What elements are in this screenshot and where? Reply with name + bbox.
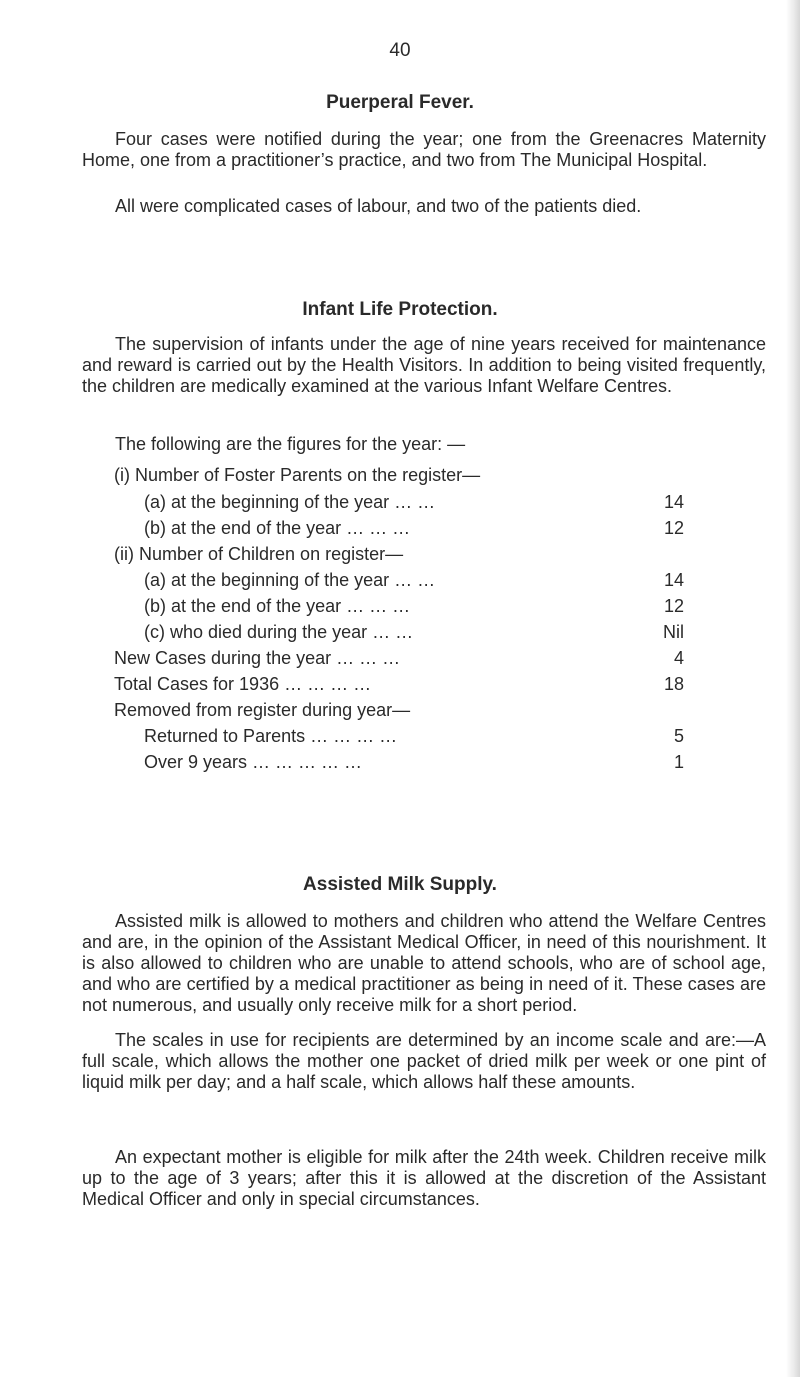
row-label: Removed from register during year— bbox=[114, 700, 411, 720]
table-row bbox=[114, 568, 684, 592]
table-row bbox=[114, 646, 684, 670]
infant-life-protection-heading: Infant Life Protection. bbox=[302, 299, 498, 320]
figures-intro: The following are the figures for the year: — bbox=[115, 434, 466, 454]
assisted-milk-paragraph-2: The scales in use for recipients are determined by an income scale and are:—A full scale, which allows the mother one packet of dried milk per week or one pint of liquid milk per day; and a half scale, which allows half these amounts. bbox=[82, 1030, 766, 1092]
row-label: New Cases during the year … … … bbox=[114, 648, 401, 668]
table-row bbox=[114, 698, 684, 722]
assisted-milk-paragraph-3: An expectant mother is eligible for milk after the 24th week. Children receive milk up to the age of 3 years; after this it is allowed at the discretion of the Assistant Medical Officer and only in special circumstances. bbox=[82, 1147, 766, 1209]
puerperal-fever-paragraph-2: All were complicated cases of labour, and two of the patients died. bbox=[115, 196, 642, 216]
table-row bbox=[114, 516, 684, 540]
row-label: (i) Number of Foster Parents on the register— bbox=[114, 465, 481, 485]
row-value: 4 bbox=[673, 648, 684, 668]
row-value: 1 bbox=[673, 752, 684, 772]
row-value: 12 bbox=[663, 596, 684, 616]
row-label: Total Cases for 1936 … … … … bbox=[114, 674, 372, 694]
row-label: (b) at the end of the year … … … bbox=[144, 518, 411, 538]
row-value: Nil bbox=[663, 622, 684, 642]
row-value: 18 bbox=[663, 674, 684, 694]
table-row bbox=[114, 750, 684, 774]
table-row bbox=[114, 594, 684, 618]
page-edge-shadow bbox=[786, 0, 800, 1377]
infant-life-protection-paragraph: The supervision of infants under the age of nine years received for maintenance and reward is carried out by the Health Visitors. In addition to being visited frequently, the children are medically examined at the various Infant Welfare Centres. bbox=[82, 334, 766, 396]
row-label: (b) at the end of the year … … … bbox=[144, 596, 411, 616]
row-value: 12 bbox=[663, 518, 684, 538]
row-label: (a) at the beginning of the year … … bbox=[144, 492, 436, 512]
row-label: (c) who died during the year … … bbox=[144, 622, 414, 642]
assisted-milk-supply-heading: Assisted Milk Supply. bbox=[303, 874, 497, 895]
puerperal-fever-paragraph-1: Four cases were notified during the year; one from the Greenacres Maternity Home, one from a practitioner’s practice, and two from The Municipal Hospital. bbox=[82, 129, 766, 170]
table-row bbox=[114, 463, 684, 487]
puerperal-fever-heading: Puerperal Fever. bbox=[326, 92, 474, 113]
row-label: (a) at the beginning of the year … … bbox=[144, 570, 436, 590]
table-row bbox=[114, 620, 684, 644]
row-label: Over 9 years … … … … … bbox=[144, 752, 363, 772]
row-label: Returned to Parents … … … … bbox=[144, 726, 398, 746]
row-value: 14 bbox=[663, 570, 684, 590]
page-number: 40 bbox=[389, 40, 411, 61]
row-value: 5 bbox=[673, 726, 684, 746]
row-value: 14 bbox=[663, 492, 684, 512]
table-row bbox=[114, 490, 684, 514]
row-label: (ii) Number of Children on register— bbox=[114, 544, 404, 564]
table-row bbox=[114, 724, 684, 748]
assisted-milk-paragraph-1: Assisted milk is allowed to mothers and children who attend the Welfare Centres and are, in the opinion of the Assistant Medical Officer, in need of this nourishment. It is also allowed to children who are unable to attend schools, who are of school age, and who are certified by a medical practitioner as being in need of it. These cases are not numerous, and usually only receive milk for a short period. bbox=[82, 911, 766, 1015]
table-row bbox=[114, 672, 684, 696]
table-row bbox=[114, 542, 684, 566]
